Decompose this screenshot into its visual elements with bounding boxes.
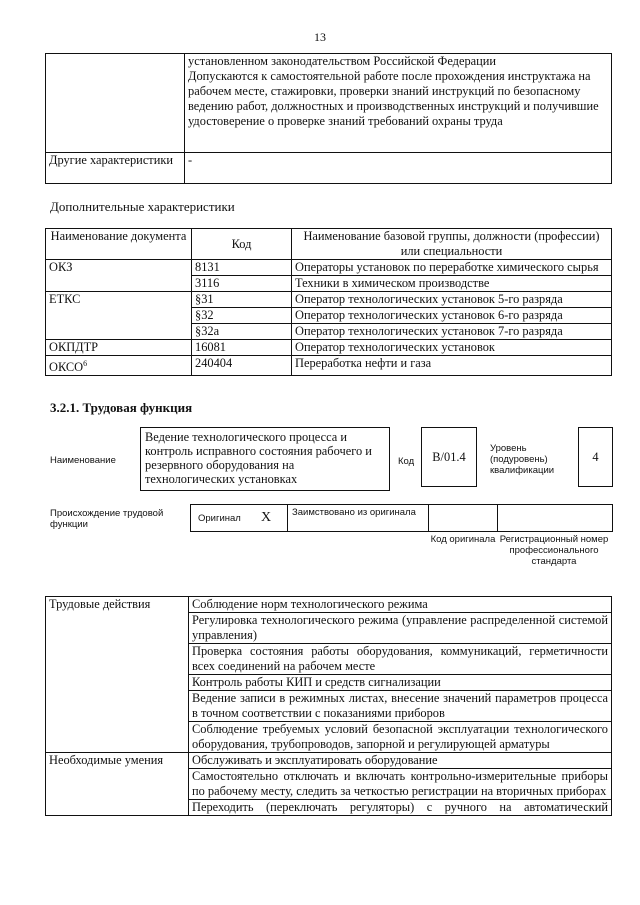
table-row bbox=[46, 292, 612, 308]
original-mark: X bbox=[261, 510, 272, 525]
registration-number-caption: Регистрационный номер профессионального стандарта bbox=[499, 534, 609, 567]
function-name-box bbox=[140, 427, 390, 491]
header-document: Наименование документа bbox=[46, 229, 192, 260]
qualification-level-value: 4 bbox=[592, 450, 599, 464]
function-name-label: Наименование bbox=[50, 455, 116, 466]
cell-name: Переработка нефти и газа bbox=[292, 356, 612, 376]
cell-code: 8131 bbox=[192, 260, 292, 276]
function-code-value: В/01.4 bbox=[432, 450, 466, 464]
table-header-row bbox=[46, 229, 612, 260]
cell-name: Операторы установок по переработке химического сырья bbox=[292, 260, 612, 276]
cell-doc: ЕТКС bbox=[46, 292, 192, 340]
labor-actions-table bbox=[45, 596, 612, 816]
cell-code: 16081 bbox=[192, 340, 292, 356]
footnote-mark: 6 bbox=[83, 359, 88, 368]
table-row bbox=[46, 260, 612, 276]
cell-name: Оператор технологических установок 6-го разряда bbox=[292, 308, 612, 324]
duty-item: Ведение записи в режимных листах, внесение значений параметров процесса в точном соответствии с показаниями приборов bbox=[189, 691, 612, 722]
cell-code: 3116 bbox=[192, 276, 292, 292]
function-name-value: Ведение технологического процесса и контроль исправного состояния рабочего и резервного оборудования на технологических установках bbox=[145, 430, 372, 486]
skill-item: Самостоятельно отключать и включать контрольно-измерительные приборы по рабочему месту, следить за четкостью регистрации на вторичных приборах bbox=[189, 769, 612, 800]
cell-doc: ОКЗ bbox=[46, 260, 192, 292]
header-name: Наименование базовой группы, должности (профессии) или специальности bbox=[292, 229, 612, 260]
cell-code: §32а bbox=[192, 324, 292, 340]
duty-item: Соблюдение требуемых условий безопасной эксплуатации технологического оборудования, трубопроводов, запорной и регулирующей арматуры bbox=[189, 722, 612, 753]
cell-code: 240404 bbox=[192, 356, 292, 376]
header-code: Код bbox=[192, 229, 292, 260]
duty-item: Соблюдение норм технологического режима bbox=[189, 597, 612, 613]
code-original-caption: Код оригинала bbox=[430, 534, 496, 545]
table-row bbox=[46, 153, 612, 184]
cell-name: Оператор технологических установок bbox=[292, 340, 612, 356]
table-row bbox=[46, 54, 612, 153]
group-label: Необходимые умения bbox=[46, 753, 189, 816]
duty-item: Регулировка технологического режима (управление распределенной системой управления) bbox=[189, 613, 612, 644]
additional-characteristics-title: Дополнительные характеристики bbox=[50, 199, 235, 214]
page-number: 13 bbox=[314, 30, 326, 44]
origin-divider bbox=[497, 505, 498, 531]
skill-item: Переходить (переключать регуляторы) с ручного на автоматический bbox=[189, 800, 612, 816]
cell-code: §31 bbox=[192, 292, 292, 308]
row-text: установленном законодательством Российской Федерации Допускаются к самостоятельной работе после прохождения инструктажа на рабочем месте, стажировки, проверки знаний инструкций по безопасному ведению работ, должностных и производственных инструкций и получившие удостоверение о проверке знаний требований охраны труда bbox=[185, 54, 612, 153]
origin-divider bbox=[428, 505, 429, 531]
duty-item: Проверка состояния работы оборудования, коммуникаций, герметичности всех соединений на рабочем месте bbox=[189, 644, 612, 675]
row-label bbox=[46, 54, 185, 153]
duty-item: Контроль работы КИП и средств сигнализации bbox=[189, 675, 612, 691]
cell-code: §32 bbox=[192, 308, 292, 324]
continuation-table bbox=[45, 53, 612, 184]
origin-label: Происхождение трудовой функции bbox=[50, 508, 164, 530]
original-label: Оригинал bbox=[198, 513, 241, 524]
cell-name: Техники в химическом производстве bbox=[292, 276, 612, 292]
function-code-label: Код bbox=[398, 456, 415, 467]
cell-name: Оператор технологических установок 5-го разряда bbox=[292, 292, 612, 308]
qualification-level-box bbox=[578, 427, 613, 487]
borrowed-label: Заимствовано из оригинала bbox=[292, 507, 416, 518]
row-label: Другие характеристики bbox=[46, 153, 185, 184]
table-row bbox=[46, 340, 612, 356]
additional-characteristics-table bbox=[45, 228, 612, 376]
group-label: Трудовые действия bbox=[46, 597, 189, 753]
cell-name: Оператор технологических установок 7-го разряда bbox=[292, 324, 612, 340]
cell-doc bbox=[46, 356, 192, 376]
section-title: 3.2.1. Трудовая функция bbox=[50, 400, 193, 415]
doc-name: ОКСО bbox=[49, 360, 84, 375]
row-text: - bbox=[185, 153, 612, 184]
qualification-level-label: Уровень (подуровень) квалификации bbox=[490, 443, 555, 476]
skill-item: Обслуживать и эксплуатировать оборудование bbox=[189, 753, 612, 769]
table-row bbox=[46, 597, 612, 613]
function-code-box bbox=[421, 427, 477, 487]
cell-doc: ОКПДТР bbox=[46, 340, 192, 356]
table-row bbox=[46, 753, 612, 769]
origin-divider bbox=[287, 505, 288, 531]
table-row bbox=[46, 356, 612, 376]
origin-row bbox=[190, 504, 613, 532]
